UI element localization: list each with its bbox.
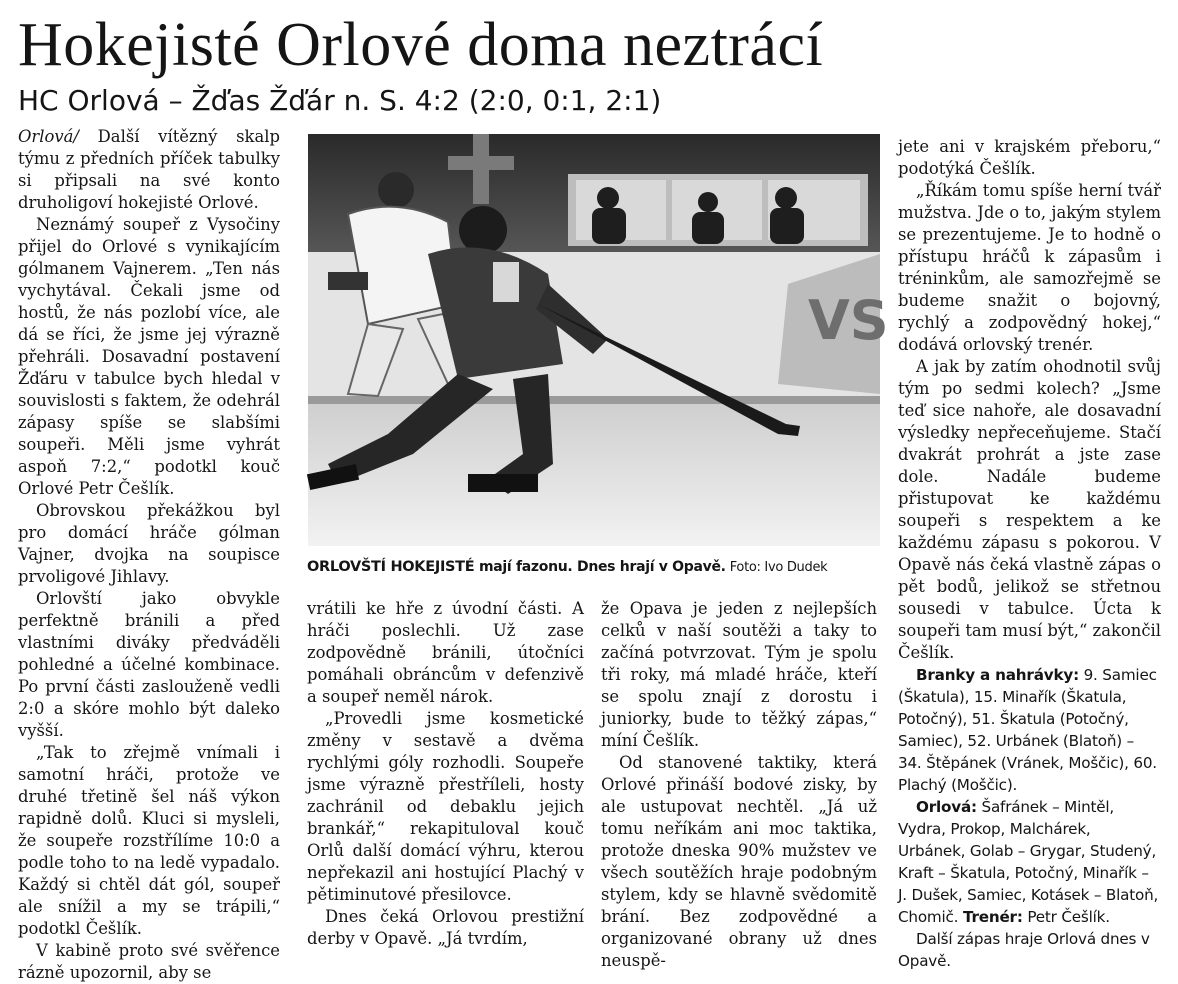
caption-lead: ORLOVŠTÍ HOKEJISTÉ <box>307 559 475 575</box>
paragraph: Neznámý soupeř z Vysočiny přijel do Orlové s vynikajícím gólmanem Vajnerem. „Ten nás vychytával. Čekali jsme od hostů, že nás pozlobí více, ale dá se říci, že jsme jej výrazně přehráli. Dosavadní postavení Žďáru v tabulce bych hledal v souvislosti s faktem, že odehrál zápasy spíše se slabšími soupeři. Měli jsme vyhrát aspoň 7:2,“ podotkl kouč Orlové Petr Češlík. <box>18 215 280 498</box>
subheadline: HC Orlová – Žďas Žďár n. S. 4:2 (2:0, 0:1, 2:1) <box>18 84 662 117</box>
goals-label: Branky a nahrávky: <box>916 666 1079 684</box>
article-column-3 <box>601 598 877 970</box>
headline: Hokejisté Orlové doma neztrácí <box>18 11 824 79</box>
paragraph: „Provedli jsme kosmetické změny v sestavě a dvěma rychlými góly rozhodli. Soupeře jsme výrazně přestříleli, hosty zachránil od debaklu jejich brankář,“ rekapituloval kouč Orlů další domácí výhru, kterou nepřekazil ani hostující Plachý v pětiminutové přesilovce. <box>307 709 584 904</box>
paragraph: Orlovští jako obvykle perfektně bránili a před vlastními diváky předváděli pohledné a účelné kombinace. Po první části zaslouženě vedli 2:0 a skóre mohlo být daleko vyšší. <box>18 589 280 740</box>
goals-summary <box>898 664 1161 796</box>
hockey-photo <box>308 134 889 546</box>
lineup-summary <box>898 796 1161 928</box>
lineup-text: Šafránek – Mintěl, Vydra, Prokop, Malchárek, Urbánek, Golab – Grygar, Studený, Kraft – Škatula, Potočný, Minařík – J. Dušek, Samiec, Kotásek – Blatoň, Chomič. <box>898 798 1159 926</box>
paragraph: že Opava je jeden z nejlepších celků v naší soutěži a taky to začíná potvrzovat. Tým je spolu tři roky, má mladé hráče, kteří se spolu znají z dorostu i juniorky, bude to těžký zápas,“ míní Češlík. <box>601 599 877 750</box>
paragraph: Dnes čeká Orlovou prestižní derby v Opavě. „Já tvrdím, <box>307 907 584 948</box>
paragraph: Obrovskou překážkou byl pro domácí hráče gólman Vajner, dvojka na soupisce prvoligové Jihlavy. <box>18 501 280 586</box>
coach-text: Petr Češlík. <box>1022 908 1110 926</box>
paragraph: „Říkám tomu spíše herní tvář mužstva. Jde o to, jakým stylem se prezentujeme. Je to hodně o přístupu hráčů k zápasům i tréninkům, ale samozřejmě se budeme snažit o bojovný, rychlý a zodpovědný hokej,“ dodává orlovský trenér. <box>898 181 1161 354</box>
paragraph: V kabině proto své svěřence rázně upozornil, aby se <box>18 941 280 982</box>
dateline: Orlová/ <box>18 127 79 146</box>
paragraph: A jak by zatím ohodnotil svůj tým po sedmi kolech? „Jsme teď sice nahoře, ale dosavadní výsledky nepřeceňujeme. Stačí dvakrát prohrát a jste zase dole. Nadále budeme přistupovat ke každému soupeři s respektem a ke každému zápasu s pokorou. V Opavě nás čeká vlastně zápas o pět bodů, jelikož se střetnou sousedi v tabulce. Úcta k soupeři tam musí být,“ zakončil Češlík. <box>898 357 1161 662</box>
goals-text: 9. Samiec (Škatula), 15. Minařík (Škatula, Potočný), 51. Škatula (Potočný, Samiec), 52. Urbánek (Blatoň) – 34. Štěpánek (Vránek, Moščic), 60. Plachý (Moščic). <box>898 666 1157 794</box>
photo-caption <box>307 557 882 578</box>
paragraph: Od stanovené taktiky, která Orlové přináší bodové zisky, by ale ustupovat nechtěl. „Já už tomu neříkám ani moc taktika, protože dneska 90% mužstev ve všech soutěžích hraje podobným stylem, kdy se hlavně svědomitě brání. Bez zodpovědné a organizované obrany už dnes neuspě- <box>601 753 877 970</box>
coach-label: Trenér: <box>962 908 1023 926</box>
board-advertisement: VS <box>808 289 889 352</box>
next-game: Další zápas hraje Orlová dnes v Opavě. <box>898 930 1150 970</box>
lineup-label: Orlová: <box>916 798 977 816</box>
hockey-players-illustration <box>308 134 889 546</box>
caption-text: mají fazonu. Dnes hrají v Opavě. <box>474 559 726 575</box>
article-column-1 <box>18 126 280 982</box>
paragraph: vrátili ke hře z úvodní části. A hráči poslechli. Už zase zodpovědně bránili, útočníci pomáhali obráncům v defenzivě a soupeř neměl nárok. <box>307 599 584 706</box>
article-column-4 <box>898 136 1161 971</box>
paragraph: „Tak to zřejmě vnímali i samotní hráči, protože ve druhé třetině šel náš výkon rapidně dolů. Kluci si mysleli, že soupeře rozstřílíme 10:0 a podle toho to na ledě vypadalo. Každý si chtěl dát gól, soupeř ale snížil a my se trápili,“ podotkl Češlík. <box>18 743 280 938</box>
article-column-2 <box>307 598 584 958</box>
photo-credit: Foto: Ivo Dudek <box>729 560 828 575</box>
lead-paragraph <box>18 126 280 214</box>
paragraph: jete ani v krajském přeboru,“ podotýká Češlík. <box>898 137 1161 178</box>
lead-text: Další vítězný skalp týmu z předních příček tabulky si připsali na své konto druholigoví hokejisté Orlové. <box>18 127 280 212</box>
